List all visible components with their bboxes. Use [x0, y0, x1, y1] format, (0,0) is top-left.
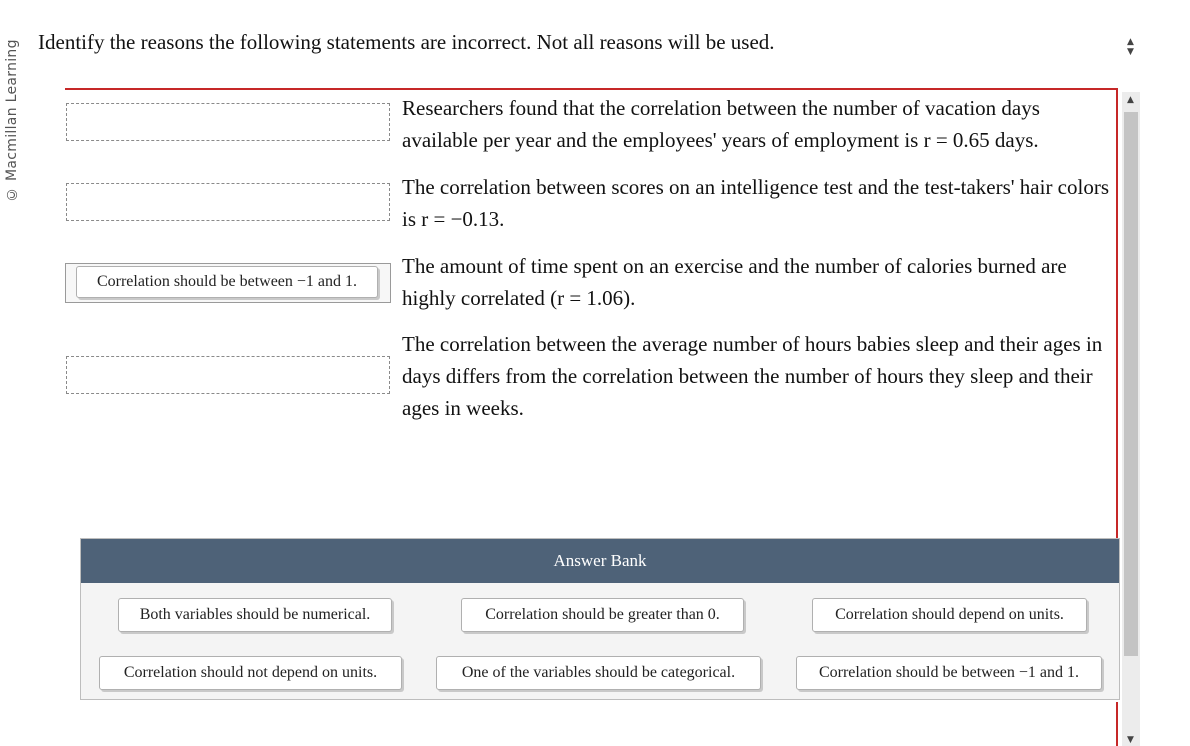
- statement-2: The correlation between scores on an intelligence test and the test-takers' hair colors is r = −0.13.: [402, 175, 1110, 231]
- copyright-watermark: © Macmillan Learning: [4, 39, 20, 202]
- statement-1: Researchers found that the correlation between the number of vacation days available per year and the employees' years of employment is r = 0.65 days.: [402, 96, 1040, 152]
- statement-4: The correlation between the average number of hours babies sleep and their ages in days differs from the correlation between the number of hours they sleep and their ages in weeks.: [402, 332, 1103, 420]
- outer-scroll-control[interactable]: [1122, 28, 1140, 58]
- scrollbar-thumb[interactable]: [1124, 112, 1138, 656]
- answer-chip[interactable]: Correlation should not depend on units.: [99, 656, 402, 690]
- answer-chip[interactable]: Correlation should be greater than 0.: [461, 598, 744, 632]
- drop-target-4[interactable]: [66, 356, 390, 394]
- answer-chip[interactable]: Correlation should depend on units.: [812, 598, 1087, 632]
- drop-target-1[interactable]: [66, 103, 390, 141]
- drop-target-3[interactable]: [65, 263, 391, 303]
- down-arrow-icon[interactable]: ▼: [1127, 47, 1134, 57]
- answer-chip[interactable]: Correlation should be between −1 and 1.: [796, 656, 1102, 690]
- answer-chip[interactable]: One of the variables should be categorical.: [436, 656, 761, 690]
- placed-answer-chip[interactable]: Correlation should be between −1 and 1.: [76, 266, 378, 298]
- incorrect-outline-right: [1116, 88, 1118, 540]
- answer-chip[interactable]: Both variables should be numerical.: [118, 598, 392, 632]
- up-arrow-icon[interactable]: ▲: [1127, 37, 1134, 47]
- incorrect-outline-top: [65, 88, 1118, 90]
- answer-bank: [80, 538, 1120, 700]
- scroll-down-icon[interactable]: ▼: [1127, 735, 1134, 745]
- question-prompt: Identify the reasons the following statements are incorrect. Not all reasons will be used.: [38, 30, 775, 54]
- drop-target-2[interactable]: [66, 183, 390, 221]
- incorrect-outline-right-lower: [1116, 702, 1118, 746]
- answer-bank-title: Answer Bank: [81, 539, 1119, 583]
- statement-3: The amount of time spent on an exercise and the number of calories burned are highly correlated (r = 1.06).: [402, 254, 1067, 310]
- scroll-up-icon[interactable]: ▲: [1127, 95, 1134, 105]
